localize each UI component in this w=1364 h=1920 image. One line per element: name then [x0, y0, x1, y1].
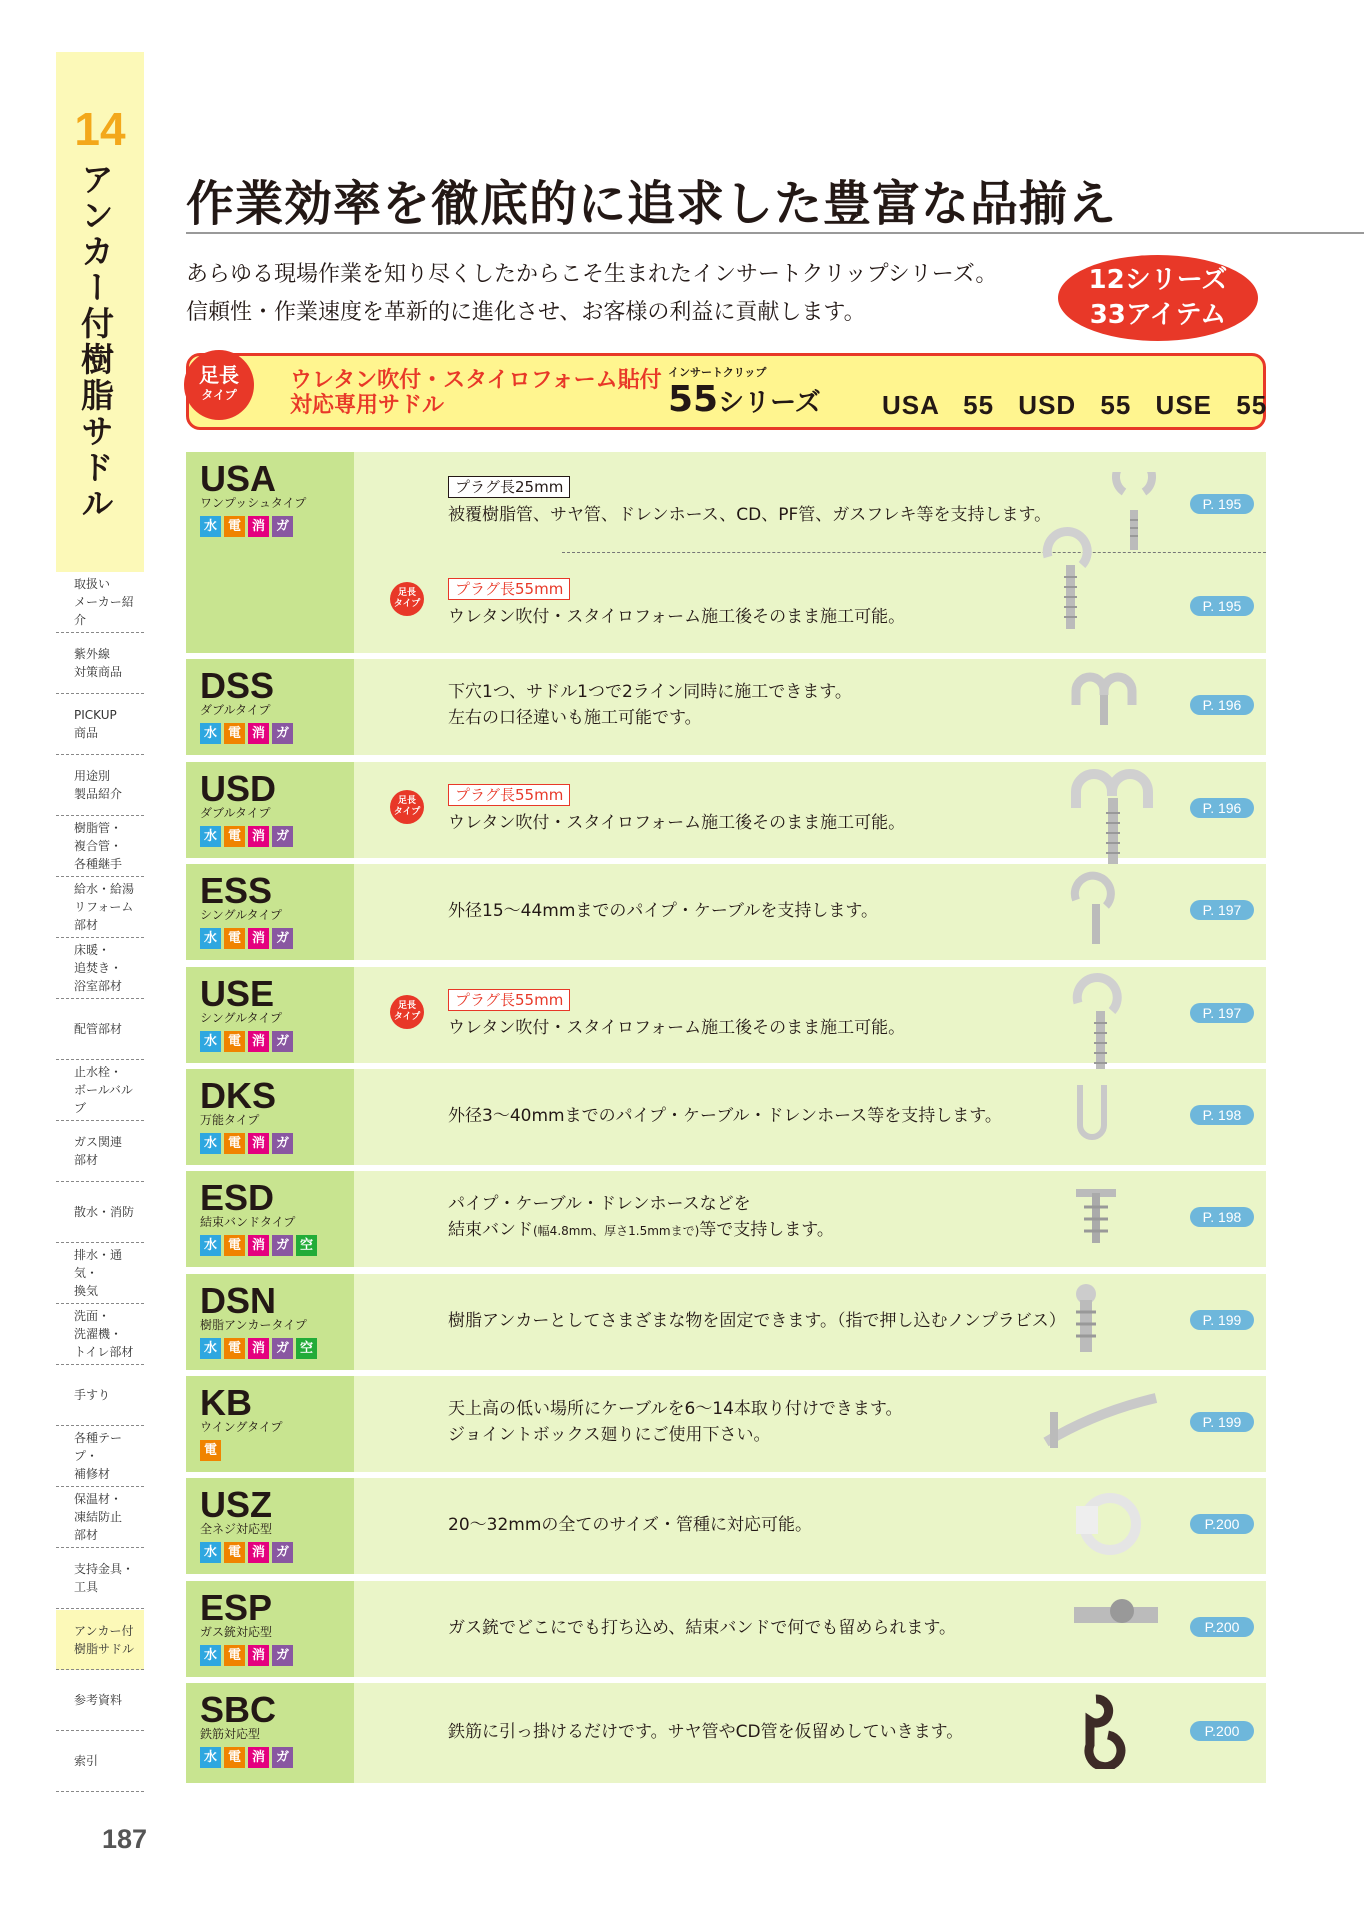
banner-text-1: ウレタン吹付・スタイロフォーム貼付	[290, 368, 662, 393]
product-image	[1036, 1382, 1166, 1466]
usage-icons	[200, 1747, 354, 1768]
product-desc	[448, 576, 905, 630]
page-ref[interactable]: P. 197	[1190, 900, 1254, 920]
usage-icon: 消	[248, 1747, 269, 1768]
sidebar-item-label: ガス関連 部材	[74, 1135, 123, 1167]
sidebar-item-label: 用途別 製品紹介	[74, 769, 123, 801]
usage-icon: 水	[200, 1542, 221, 1563]
sidebar-item-label: 紫外線 対策商品	[74, 647, 123, 679]
product-type: ウイングタイプ	[200, 1420, 283, 1434]
sidebar-item[interactable]	[56, 816, 144, 877]
usage-icons	[200, 1338, 354, 1359]
product-type: 全ネジ対応型	[200, 1522, 273, 1536]
ashinaga-mini-1: 足長	[397, 796, 416, 806]
product-image	[1066, 1484, 1146, 1568]
lead-line: あらゆる現場作業を知り尽くしたからこそ生まれたインサートクリップシリーズ。	[186, 262, 998, 287]
ashinaga-mini-1: 足長	[397, 1001, 416, 1011]
sidebar-item[interactable]	[56, 694, 144, 755]
sidebar-item[interactable]	[56, 1243, 144, 1304]
usage-icons	[200, 723, 354, 744]
sidebar-item[interactable]	[56, 1121, 144, 1182]
usage-icon: 消	[248, 1542, 269, 1563]
desc-line: 左右の口径違いも施工可能です。	[448, 708, 702, 728]
page-ref[interactable]: P. 199	[1190, 1310, 1254, 1330]
sidebar-item-label: 散水・消防	[74, 1205, 135, 1219]
usage-icons	[200, 516, 354, 537]
sidebar-item[interactable]	[56, 1182, 144, 1243]
usage-icons	[200, 928, 354, 949]
sidebar-item[interactable]	[56, 1487, 144, 1548]
product-type: 結束バンドタイプ	[200, 1215, 296, 1229]
product-code: USA	[200, 458, 277, 499]
series-count-badge	[1058, 255, 1258, 341]
ashinaga-mini-badge	[390, 790, 424, 824]
usage-icon: 水	[200, 826, 221, 847]
product-code-cell	[186, 967, 354, 1063]
usage-icon: 電	[224, 1645, 245, 1666]
usage-icon: 電	[224, 1542, 245, 1563]
usage-icon: 消	[248, 1235, 269, 1256]
product-image	[1066, 665, 1156, 759]
sidebar-item-label: 索引	[74, 1754, 99, 1768]
usage-icon: ガ	[272, 1031, 293, 1052]
sidebar-item-label: 止水栓・ ボールバルブ	[74, 1065, 133, 1115]
usage-icons	[200, 1542, 354, 1563]
sidebar-item-label: PICKUP 商品	[74, 708, 117, 740]
product-code: ESD	[200, 1177, 275, 1218]
product-code-cell	[186, 1376, 354, 1472]
sidebar-item[interactable]	[56, 633, 144, 694]
usage-icon: 消	[248, 516, 269, 537]
usage-icon: 水	[200, 723, 221, 744]
desc-line: ウレタン吹付・スタイロフォーム施工後そのまま施工可能。	[448, 813, 906, 833]
desc-line: 外径3～40mmまでのパイプ・ケーブル・ドレンホース等を支持します。	[448, 1106, 1002, 1126]
product-desc	[448, 1719, 963, 1745]
usage-icon: 電	[224, 1235, 245, 1256]
sidebar-item-label: 保温材・ 凍結防止 部材	[74, 1492, 123, 1542]
sidebar-item-label: 排水・通気・ 換気	[74, 1248, 123, 1298]
plug-length: プラグ長55mm	[448, 784, 570, 806]
usage-icons	[200, 1235, 354, 1256]
ashinaga-label: 足長	[199, 363, 239, 387]
sidebar-item[interactable]	[56, 877, 144, 938]
product-desc	[448, 1615, 956, 1641]
product-type: シングルタイプ	[200, 908, 283, 922]
sidebar-item[interactable]	[56, 1304, 144, 1365]
desc-line: ウレタン吹付・スタイロフォーム施工後そのまま施工可能。	[448, 607, 906, 627]
usage-icon: 空	[296, 1235, 317, 1256]
product-row	[186, 1274, 1266, 1370]
page-ref[interactable]: P. 197	[1190, 1003, 1254, 1023]
product-code: DKS	[200, 1075, 277, 1116]
product-code-cell	[186, 864, 354, 960]
product-row	[186, 452, 1266, 653]
usage-icon: 水	[200, 516, 221, 537]
product-image	[1066, 1280, 1106, 1364]
sidebar-item[interactable]	[56, 1426, 144, 1487]
product-code-cell	[186, 1069, 354, 1165]
desc-line: 20～32mmの全てのサイズ・管種に対応可能。	[448, 1515, 813, 1535]
ashinaga-type: タイプ	[201, 388, 237, 402]
chapter-title: アンカー付樹脂サドル	[76, 162, 115, 522]
page-ref[interactable]: P. 196	[1190, 798, 1254, 818]
sidebar-item-label: 洗面・ 洗濯機・ トイレ部材	[74, 1309, 134, 1359]
sidebar-item-label: 配管部材	[74, 1022, 123, 1036]
product-code: USE	[200, 973, 275, 1014]
banner-text	[290, 368, 662, 418]
product-row	[186, 864, 1266, 960]
page-ref[interactable]: P. 196	[1190, 695, 1254, 715]
desc-line: ジョイントボックス廻りにご使用下さい。	[448, 1425, 771, 1445]
sidebar-item[interactable]	[56, 1365, 144, 1426]
page-ref[interactable]: P.200	[1190, 1617, 1254, 1637]
usage-icons	[200, 826, 354, 847]
badge-items: 33アイテム	[1089, 300, 1227, 330]
product-desc	[448, 474, 1051, 528]
desc-line: 天上高の低い場所にケーブルを6～14本取り付けできます。	[448, 1399, 903, 1419]
page-number: 187	[102, 1824, 148, 1854]
sidebar-item-label: 床暖・ 追焚き・ 浴室部材	[74, 943, 123, 993]
product-type: ダブルタイプ	[200, 806, 271, 820]
page-ref[interactable]: P.200	[1190, 1721, 1254, 1741]
product-type: ワンプッシュタイプ	[200, 496, 307, 510]
product-row	[186, 1581, 1266, 1677]
usage-icon: 電	[224, 826, 245, 847]
product-code: USZ	[200, 1484, 272, 1525]
usage-icon: 電	[224, 1747, 245, 1768]
sidebar-item-label: アンカー付 樹脂サドル	[74, 1623, 135, 1656]
product-image	[1066, 1177, 1126, 1261]
desc-line: 外径15～44mmまでのパイプ・ケーブルを支持します。	[448, 901, 878, 921]
product-code-cell	[186, 1683, 354, 1783]
usage-icon: 水	[200, 1031, 221, 1052]
usage-icon: 水	[200, 1133, 221, 1154]
page-ref[interactable]: P. 198	[1190, 1105, 1254, 1125]
product-row	[186, 1069, 1266, 1165]
usage-icon: 消	[248, 723, 269, 744]
sidebar-item[interactable]	[56, 1548, 144, 1609]
sidebar-item[interactable]	[56, 1670, 144, 1731]
product-desc	[448, 1512, 812, 1538]
usage-icon: ガ	[272, 516, 293, 537]
desc-line: 結束バンド	[448, 1220, 533, 1240]
usage-icon: 消	[248, 1645, 269, 1666]
usage-icons	[200, 1133, 354, 1154]
product-code: DSS	[200, 665, 275, 706]
page-ref[interactable]: P. 199	[1190, 1412, 1254, 1432]
product-type: シングルタイプ	[200, 1011, 283, 1025]
page-ref[interactable]: P. 195	[1190, 596, 1254, 616]
desc-line: パイプ・ケーブル・ドレンホースなどを	[448, 1194, 751, 1214]
usage-icon: 電	[224, 1338, 245, 1359]
product-code-cell	[186, 1478, 354, 1574]
desc-note: (幅4.8mm、厚さ1.5mmまで)	[533, 1224, 700, 1238]
usage-icon: ガ	[272, 1645, 293, 1666]
usage-icon: 電	[224, 1133, 245, 1154]
product-code: SBC	[200, 1689, 277, 1730]
banner-models: USA 55 USD 55 USE 55	[882, 390, 1268, 420]
usage-icon: 電	[224, 516, 245, 537]
product-desc	[448, 987, 905, 1041]
chapter-tab	[56, 52, 144, 572]
product-code-cell	[186, 762, 354, 858]
usage-icon: 空	[296, 1338, 317, 1359]
usage-icon: 消	[248, 1338, 269, 1359]
banner-text-2: 対応専用サドル	[290, 393, 445, 418]
usage-icon: ガ	[272, 928, 293, 949]
series-suffix: シリーズ	[718, 388, 821, 418]
series-number: 55	[668, 379, 719, 420]
product-code: DSN	[200, 1280, 277, 1321]
usage-icon: 消	[248, 1031, 269, 1052]
sidebar-item-label: 取扱い メーカー紹介	[74, 577, 134, 627]
usage-icon: 電	[224, 723, 245, 744]
sidebar-item-label: 手すり	[74, 1388, 111, 1402]
product-image	[1066, 870, 1126, 964]
usage-icons	[200, 1440, 354, 1461]
title-rule	[186, 232, 1364, 234]
product-row	[186, 1171, 1266, 1267]
product-image	[1066, 1075, 1116, 1159]
usage-icon: ガ	[272, 1133, 293, 1154]
sidebar-item[interactable]	[56, 999, 144, 1060]
product-type: 樹脂アンカータイプ	[200, 1318, 307, 1332]
ashinaga-mini-badge	[390, 995, 424, 1029]
ashinaga-mini-1: 足長	[397, 588, 416, 598]
product-code: USD	[200, 768, 277, 809]
page-ref[interactable]: P. 195	[1190, 494, 1254, 514]
usage-icon: ガ	[272, 1338, 293, 1359]
product-desc	[448, 898, 878, 924]
product-code-cell	[186, 1274, 354, 1370]
banner-series	[668, 380, 821, 423]
usage-icon: 水	[200, 1338, 221, 1359]
product-code: ESP	[200, 1587, 273, 1628]
sidebar-item-label: 給水・給湯 リフォーム 部材	[74, 882, 135, 932]
sidebar-item[interactable]	[56, 938, 144, 999]
ashinaga-badge	[184, 350, 254, 420]
desc-line: 鉄筋に引っ掛けるだけです。サヤ管やCD管を仮留めしていきます。	[448, 1722, 964, 1742]
desc-line: 樹脂アンカーとしてさまざまな物を固定できます。（指で押し込むノンプラビス）	[448, 1311, 1066, 1331]
product-type: ガス銃対応型	[200, 1625, 273, 1639]
usage-icon: 電	[224, 928, 245, 949]
sidebar-item[interactable]	[56, 572, 144, 633]
usage-icon: ガ	[272, 723, 293, 744]
product-row	[186, 762, 1266, 858]
usage-icon: 水	[200, 1645, 221, 1666]
desc-line: 下穴1つ、サドル1つで2ライン同時に施工できます。	[448, 682, 852, 702]
product-type: 万能タイプ	[200, 1113, 260, 1127]
usage-icon: ガ	[272, 1235, 293, 1256]
sidebar-item-label: 樹脂管・ 複合管・ 各種継手	[74, 821, 123, 871]
product-row	[186, 1376, 1266, 1472]
usage-icon: 電	[224, 1031, 245, 1052]
sidebar-item-label: 参考資料	[74, 1693, 123, 1707]
usage-icons	[200, 1031, 354, 1052]
banner-insert-clip: インサートクリップ	[668, 366, 767, 379]
plug-length: プラグ長55mm	[448, 989, 570, 1011]
product-code-cell	[186, 452, 354, 653]
sidebar-item[interactable]	[56, 755, 144, 816]
desc-line: ガス銃でどこにでも打ち込め、結束バンドで何でも留められます。	[448, 1618, 956, 1638]
desc-line: 被覆樹脂管、サヤ管、ドレンホース、CD、PF管、ガスフレキ等を支持します。	[448, 505, 1052, 525]
ashinaga-mini-2: タイプ	[393, 1012, 421, 1022]
sidebar-nav	[56, 572, 144, 1792]
product-code-cell	[186, 659, 354, 755]
page-ref[interactable]: P.200	[1190, 1514, 1254, 1534]
product-row	[186, 1478, 1266, 1574]
product-code: KB	[200, 1382, 252, 1423]
product-code-cell	[186, 1581, 354, 1677]
product-type: ダブルタイプ	[200, 703, 271, 717]
desc-line: 等で支持します。	[699, 1220, 834, 1240]
product-row	[186, 967, 1266, 1063]
product-image	[1036, 527, 1106, 641]
product-image	[1066, 1689, 1126, 1773]
product-row	[186, 1683, 1266, 1783]
product-code: ESS	[200, 870, 273, 911]
usage-icon: 消	[248, 826, 269, 847]
page-title: 作業効率を徹底的に追求した豊富な品揃え	[186, 176, 1118, 232]
usage-icon: 消	[248, 1133, 269, 1154]
plug-length: プラグ長25mm	[448, 476, 570, 498]
product-desc	[448, 1308, 1066, 1334]
usage-icon: 消	[248, 928, 269, 949]
lead-text	[186, 256, 997, 332]
sidebar-item-label: 各種テープ・ 補修材	[74, 1431, 123, 1481]
lead-line: 信頼性・作業速度を革新的に進化させ、お客様の利益に貢献します。	[186, 300, 866, 325]
product-desc	[448, 1103, 1002, 1129]
usage-icon: ガ	[272, 1747, 293, 1768]
chapter-number: 14	[74, 103, 126, 155]
usage-icon: 水	[200, 1235, 221, 1256]
plug-length: プラグ長55mm	[448, 578, 570, 600]
product-row	[186, 659, 1266, 755]
sidebar-item-label: 支持金具・ 工具	[74, 1562, 135, 1594]
usage-icon: ガ	[272, 1542, 293, 1563]
sidebar-item[interactable]	[56, 1060, 144, 1121]
product-image	[1066, 1587, 1166, 1641]
ashinaga-mini-badge	[390, 582, 424, 616]
product-desc	[448, 1191, 834, 1244]
usage-icon: 電	[200, 1440, 221, 1461]
badge-series: 12シリーズ	[1088, 265, 1228, 295]
page-ref[interactable]: P. 198	[1190, 1207, 1254, 1227]
usage-icons	[200, 1645, 354, 1666]
desc-line: ウレタン吹付・スタイロフォーム施工後そのまま施工可能。	[448, 1018, 906, 1038]
sidebar-item[interactable]	[56, 1731, 144, 1792]
product-image	[1094, 472, 1174, 566]
usage-icon: 水	[200, 1747, 221, 1768]
product-desc	[448, 1396, 903, 1448]
product-desc	[448, 782, 905, 836]
ashinaga-mini-2: タイプ	[393, 599, 421, 609]
product-desc	[448, 679, 852, 731]
sidebar-item[interactable]	[56, 1609, 144, 1670]
usage-icon: 水	[200, 928, 221, 949]
product-type: 鉄筋対応型	[200, 1727, 261, 1741]
product-code-cell	[186, 1171, 354, 1267]
ashinaga-mini-2: タイプ	[393, 807, 421, 817]
usage-icon: ガ	[272, 826, 293, 847]
